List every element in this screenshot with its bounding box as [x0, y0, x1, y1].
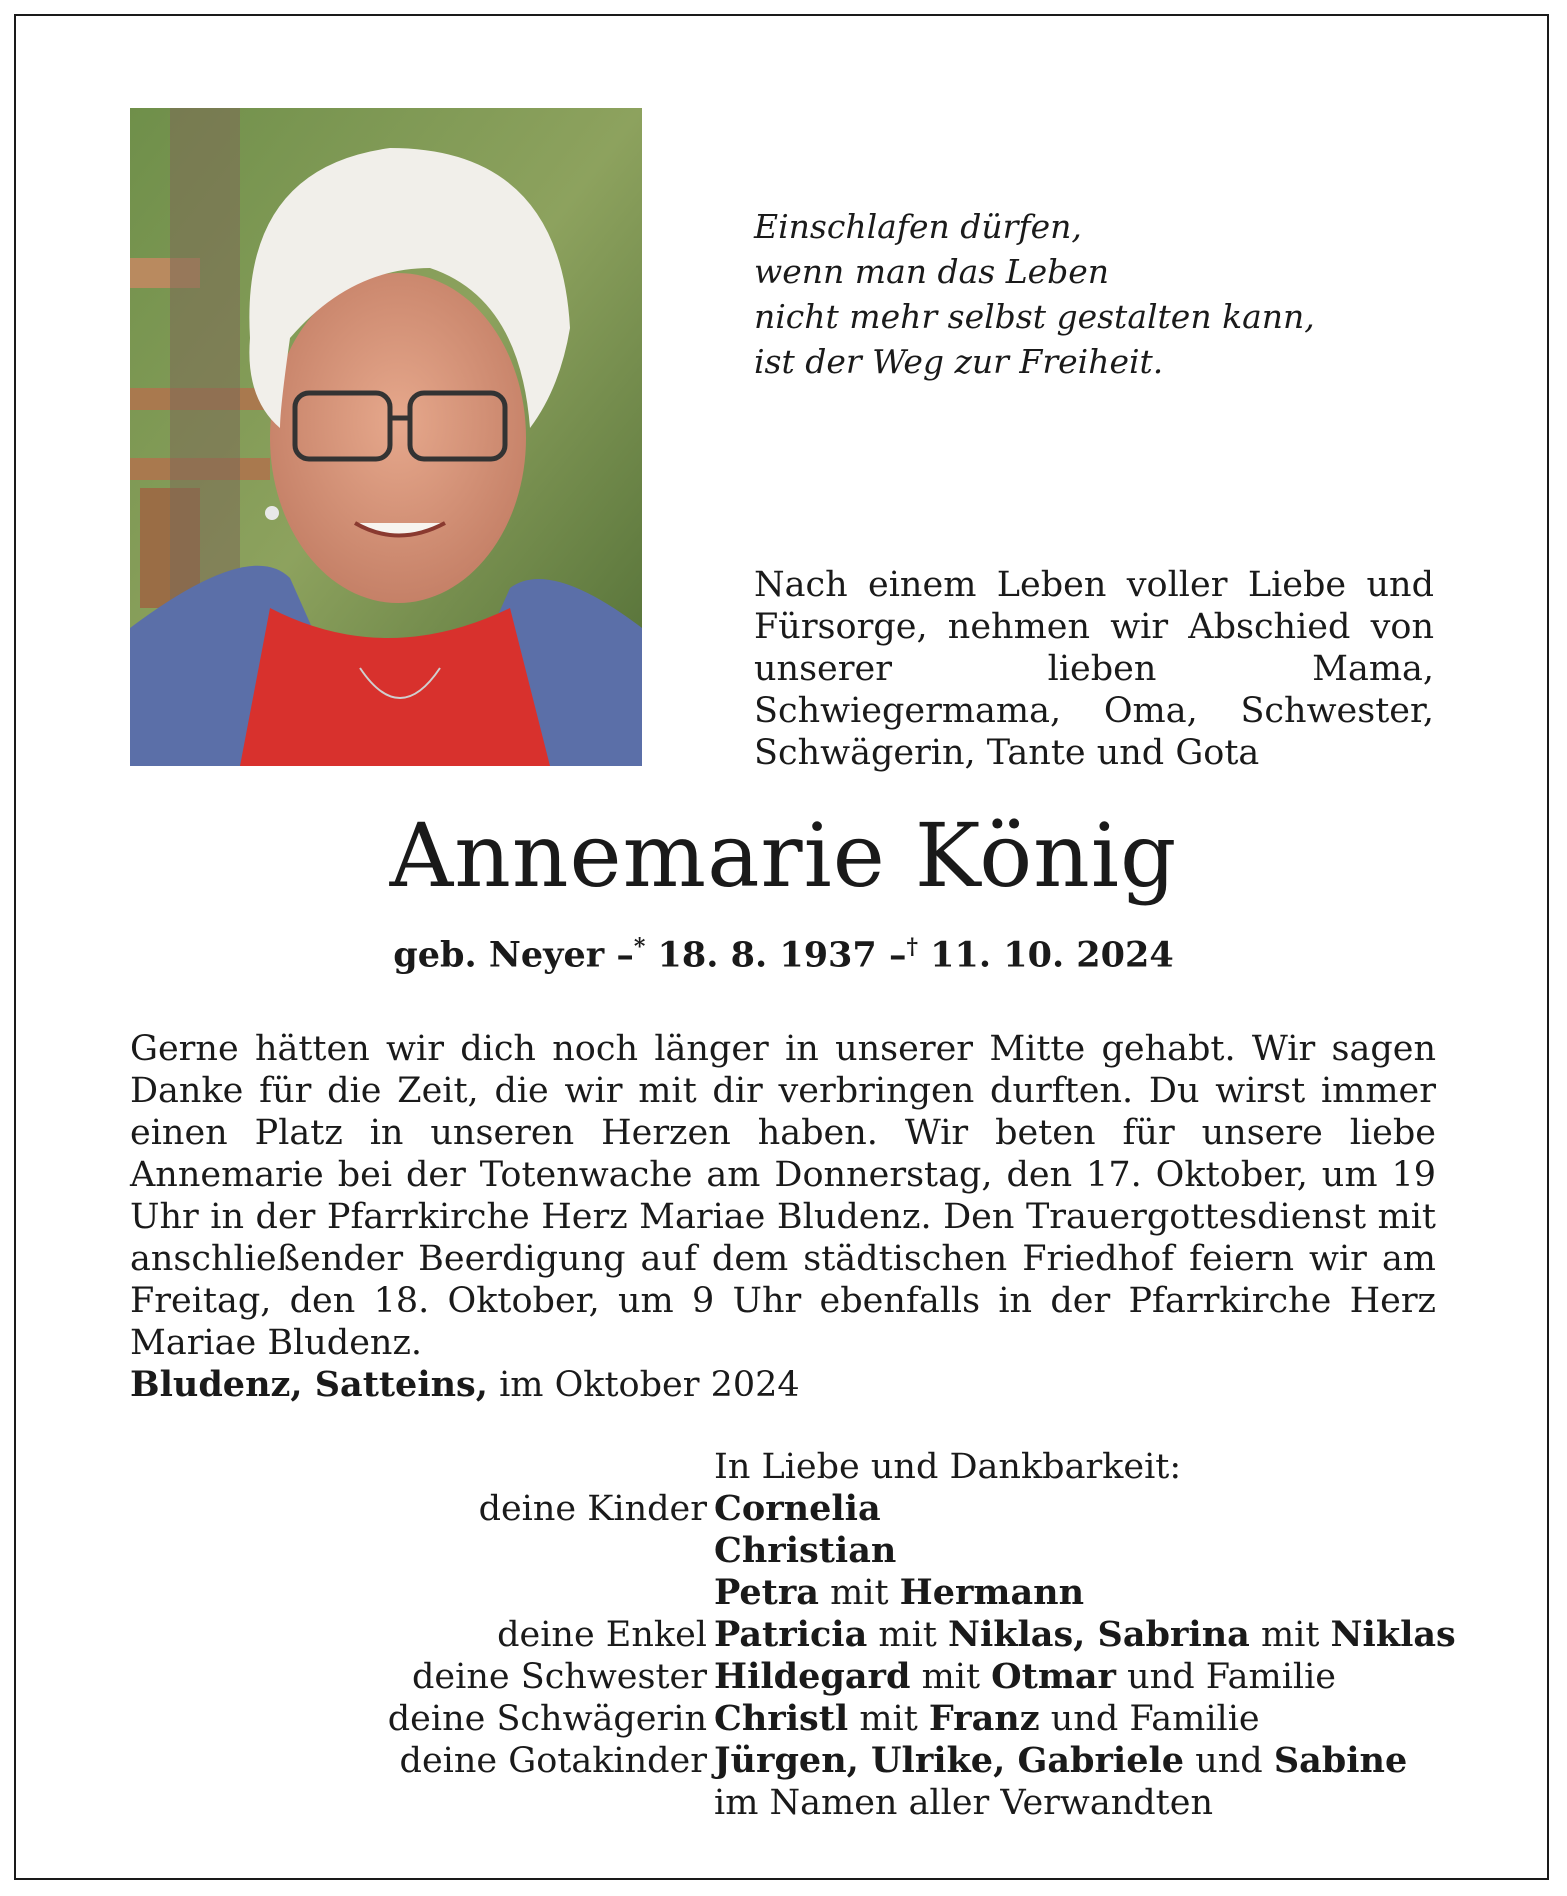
- mourner-name: Patricia: [714, 1614, 868, 1655]
- relation-label: deine Gotakinder: [399, 1741, 707, 1781]
- connector-text: mit: [818, 1573, 900, 1613]
- place-date: [130, 1364, 800, 1405]
- mourner-row: [16, 1656, 1551, 1698]
- obituary-card: [14, 14, 1549, 1880]
- mourner-names: [714, 1782, 1213, 1824]
- portrait-photo: [130, 108, 642, 766]
- connector-text: mit: [848, 1699, 929, 1739]
- connector-text: mit: [910, 1657, 992, 1697]
- mourner-names: [714, 1656, 1336, 1698]
- mourner-names: [714, 1698, 1260, 1740]
- connector-text: und Familie: [1039, 1699, 1260, 1739]
- portrait-illustration: [130, 108, 642, 766]
- mourner-names: [714, 1740, 1407, 1782]
- relation-label: deine Kinder: [478, 1489, 707, 1529]
- life-dates: [16, 934, 1551, 976]
- death-symbol: †: [906, 934, 918, 960]
- quote: [754, 204, 1315, 384]
- mourner-row: [16, 1740, 1551, 1782]
- mourner-names: [714, 1572, 1084, 1614]
- connector-text: und Familie: [1115, 1657, 1336, 1697]
- announcement-text: Gerne hätten wir dich noch länger in unserer Mitte gehabt. Wir sagen Danke für die Zeit, die wir mit dir verbringen durften. Du wirst immer einen Platz in unseren Herzen haben. Wir beten für unsere liebe Annemarie bei der Totenwache am Donnerstag, den 17. Oktober, um 19 Uhr in der Pfarrkirche Herz Mariae Bludenz. Den Trauergottesdienst mit anschließender Beerdigung auf dem städtischen Friedhof feiern wir am Freitag, den 18. Oktober, um 9 Uhr ebenfalls in der Pfarrkirche Herz Mariae Bludenz.: [130, 1029, 1436, 1363]
- connector-text: mit: [1249, 1615, 1331, 1655]
- deceased-name: Annemarie König: [389, 804, 1178, 907]
- mourner-name: Franz: [928, 1698, 1040, 1739]
- mourner-name: Otmar: [991, 1656, 1116, 1697]
- mourner-name: Jürgen, Ulrike, Gabriele: [714, 1740, 1185, 1781]
- connector-text: im Namen aller Verwandten: [714, 1783, 1213, 1823]
- connector-text: und: [1184, 1741, 1274, 1781]
- mourner-row: [16, 1782, 1551, 1824]
- intro-text: Nach einem Leben voller Liebe und Fürsorge, nehmen wir Abschied von unserer lieben Mama, Schwiegermama, Oma, Schwester, Schwägerin, Tante und Gota: [754, 565, 1434, 773]
- quote-line: wenn man das Leben: [754, 252, 1110, 291]
- quote-line: ist der Weg zur Freiheit.: [754, 342, 1164, 381]
- place-names: Bludenz, Satteins,: [130, 1364, 488, 1405]
- place-date-text: im Oktober 2024: [487, 1365, 800, 1405]
- mourner-row: [16, 1614, 1551, 1656]
- connector-text: mit: [867, 1615, 948, 1655]
- mourner-names: [714, 1530, 896, 1572]
- mourner-name: Christl: [714, 1698, 849, 1739]
- birth-name: geb. Neyer: [393, 934, 605, 976]
- mourners-header: In Liebe und Dankbarkeit:: [714, 1447, 1182, 1487]
- mourner-name: Hermann: [899, 1572, 1085, 1613]
- dash: –: [888, 934, 907, 976]
- mourner-names: [714, 1488, 881, 1530]
- relation-label: deine Schwester: [412, 1657, 707, 1697]
- mourner-name: Niklas, Sabrina: [947, 1614, 1250, 1655]
- mourner-name: Sabine: [1273, 1740, 1408, 1781]
- mourner-name: Hildegard: [714, 1656, 911, 1697]
- mourner-name: Cornelia: [714, 1488, 881, 1529]
- mourner-row: [16, 1572, 1551, 1614]
- death-date: 11. 10. 2024: [930, 934, 1174, 976]
- relation-label: deine Schwägerin: [387, 1699, 707, 1739]
- mourner-name: Christian: [714, 1530, 897, 1571]
- mourner-row: [16, 1698, 1551, 1740]
- quote-line: nicht mehr selbst gestalten kann,: [754, 297, 1315, 336]
- mourner-row: [16, 1530, 1551, 1572]
- relation-label: deine Enkel: [497, 1615, 707, 1655]
- quote-line: Einschlafen dürfen,: [754, 207, 1082, 246]
- dash: –: [616, 934, 634, 976]
- mourner-name: Petra: [714, 1572, 819, 1613]
- mourner-names: [714, 1614, 1456, 1656]
- birth-date: 18. 8. 1937: [657, 934, 877, 976]
- mourner-name: Niklas: [1330, 1614, 1456, 1655]
- mourner-row: [16, 1488, 1551, 1530]
- birth-symbol: *: [633, 934, 646, 960]
